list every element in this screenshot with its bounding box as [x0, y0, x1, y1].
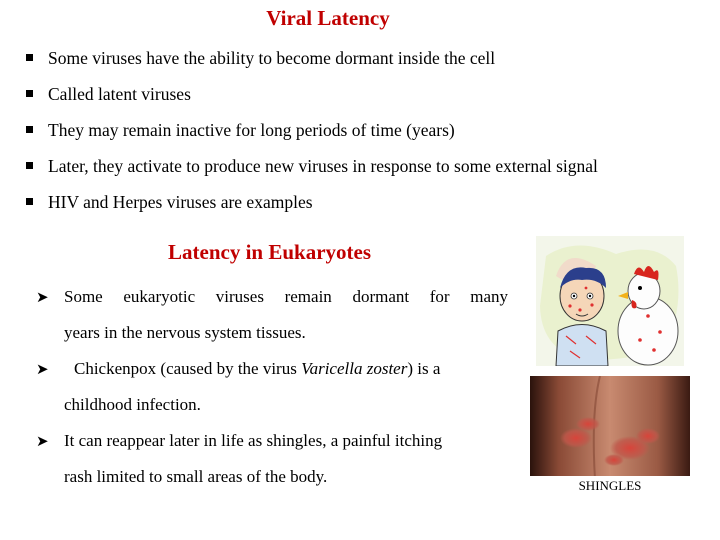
bullet-text: Some viruses have the ability to become dormant inside the cell — [48, 48, 496, 68]
list-item — [26, 44, 706, 80]
point-text: It can reappear later in life as shingles, a painful itching — [64, 431, 443, 450]
list-item — [26, 80, 706, 116]
point-text: Some eukaryotic viruses remain dormant for many — [64, 287, 508, 306]
virus-name: Varicella zoster — [301, 359, 408, 378]
arrow-list — [36, 279, 508, 495]
image-caption: SHINGLES — [578, 478, 642, 493]
square-bullet-icon — [26, 198, 33, 205]
list-item — [26, 116, 706, 152]
point-text-end: ) is a — [407, 359, 441, 378]
bullet-text: They may remain inactive for long periods of time (years) — [48, 120, 455, 140]
arrow-bullet-icon: ➤ — [36, 360, 49, 378]
page-title: Viral Latency — [266, 6, 390, 30]
list-item — [26, 152, 706, 188]
arrow-bullet-icon: ➤ — [36, 432, 49, 450]
shingles-rash-photo — [530, 376, 690, 494]
square-bullet-icon — [26, 90, 33, 97]
arrow-bullet-icon: ➤ — [36, 288, 49, 306]
bullet-text: Called latent viruses — [48, 84, 191, 104]
point-text: childhood infection. — [64, 395, 201, 414]
list-item — [36, 423, 508, 495]
chickenpox-cartoon-image — [536, 236, 684, 366]
square-bullet-icon — [26, 162, 33, 169]
bullet-text: HIV and Herpes viruses are examples — [48, 192, 313, 212]
point-text-start: Chickenpox (caused by the virus — [74, 359, 302, 378]
point-text: years in the nervous system tissues. — [64, 323, 306, 342]
point-text: rash limited to small areas of the body. — [64, 467, 328, 486]
list-item — [36, 351, 508, 423]
list-item — [26, 188, 706, 224]
square-bullet-icon — [26, 126, 33, 133]
square-bullet-icon — [26, 54, 33, 61]
point-text — [64, 359, 440, 378]
bullet-list — [26, 44, 706, 224]
section-subtitle: Latency in Eukaryotes — [168, 240, 372, 264]
bullet-text: Later, they activate to produce new viruses in response to some external signal — [48, 156, 598, 176]
list-item — [36, 279, 508, 351]
